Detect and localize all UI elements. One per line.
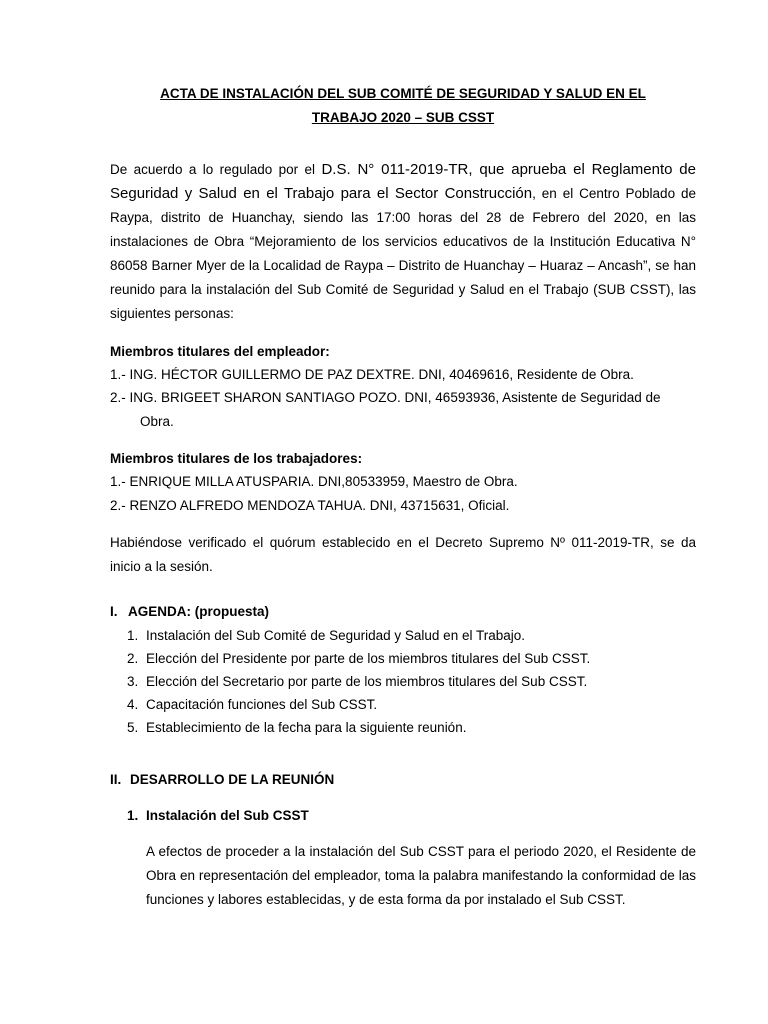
employer-member-2-continuation: Obra. [140,414,174,429]
intro-decree-reference: D.S. N° 011-2019-TR, que aprueba el Reglamento de Seguridad y Salud en el Trabajo para el Sector Construcción [110,161,696,202]
quorum-paragraph: Habiéndose verificado el quórum establecido en el Decreto Supremo Nº 011-2019-TR, se da inicio a la sesión. [110,535,696,574]
agenda-item-number: 2. [127,651,139,666]
section-development-heading [110,768,334,792]
section-agenda-title: AGENDA: (propuesta) [128,604,269,619]
employer-member-2-text: 2.- ING. BRIGEET SHARON SANTIAGO POZO. DNI, 46593936, Asistente de Seguridad de [110,390,661,405]
subsection-installation-heading [127,804,309,828]
intro-paragraph [110,158,696,326]
agenda-item-number: 4. [127,697,139,712]
agenda-item [127,693,697,716]
worker-member-2: 2.- RENZO ALFREDO MENDOZA TAHUA. DNI, 43715631, Oficial. [110,498,510,513]
intro-text-start: De acuerdo a lo regulado por el [110,162,322,177]
installation-paragraph: A efectos de proceder a la instalación del Sub CSST para el periodo 2020, el Residente de Obra en representación del empleador, toma la palabra manifestando la conformidad de las funciones y labores establecidas, y de esta forma da por instalado el Sub CSST. [146,844,696,907]
section-agenda-number: I. [110,604,118,619]
agenda-item [127,716,697,739]
agenda-item-text: Elección del Secretario por parte de los miembros titulares del Sub CSST. [146,674,588,689]
employer-members-heading: Miembros titulares del empleador: [110,344,330,359]
worker-members-heading: Miembros titulares de los trabajadores: [110,451,363,466]
subsection-installation-number: 1. [127,808,139,823]
subsection-installation-title: Instalación del Sub CSST [146,808,309,823]
agenda-item-number: 5. [127,720,139,735]
agenda-item [127,670,697,693]
section-agenda-heading [110,600,269,624]
document-title-line-2: TRABAJO 2020 – SUB CSST [311,110,495,125]
section-development-title: DESARROLLO DE LA REUNIÓN [130,772,335,787]
agenda-item [127,624,697,647]
employer-member-2 [110,386,696,434]
agenda-item-text: Capacitación funciones del Sub CSST. [146,697,378,712]
document-title-line-1: ACTA DE INSTALACIÓN DEL SUB COMITÉ DE SEGURIDAD Y SALUD EN EL [160,86,646,101]
agenda-item-text: Establecimiento de la fecha para la siguiente reunión. [146,720,467,735]
agenda-list [127,624,697,739]
intro-text-end: , en el Centro Poblado de Raypa, distrito de Huanchay, siendo las 17:00 horas del 28 de Febrero del 2020, en las instalaciones de Obra “Mejoramiento de los servicios educativos de la Institución Educativa N° 86058 Barner Myer de la Localidad de Raypa – Distrito de Huanchay – Huaraz – Ancash”, se han reunido para la instalación del Sub Comité de Seguridad y Salud en el Trabajo (SUB CSST), las siguientes personas: [110,186,696,321]
agenda-item [127,647,697,670]
agenda-item-text: Instalación del Sub Comité de Seguridad y Salud en el Trabajo. [146,628,525,643]
worker-member-1: 1.- ENRIQUE MILLA ATUSPARIA. DNI,80533959, Maestro de Obra. [110,474,518,489]
section-development-number: II. [110,772,122,787]
agenda-item-number: 1. [127,628,139,643]
employer-member-1: 1.- ING. HÉCTOR GUILLERMO DE PAZ DEXTRE. DNI, 40469616, Residente de Obra. [110,367,634,382]
agenda-item-text: Elección del Presidente por parte de los miembros titulares del Sub CSST. [146,651,591,666]
agenda-item-number: 3. [127,674,139,689]
